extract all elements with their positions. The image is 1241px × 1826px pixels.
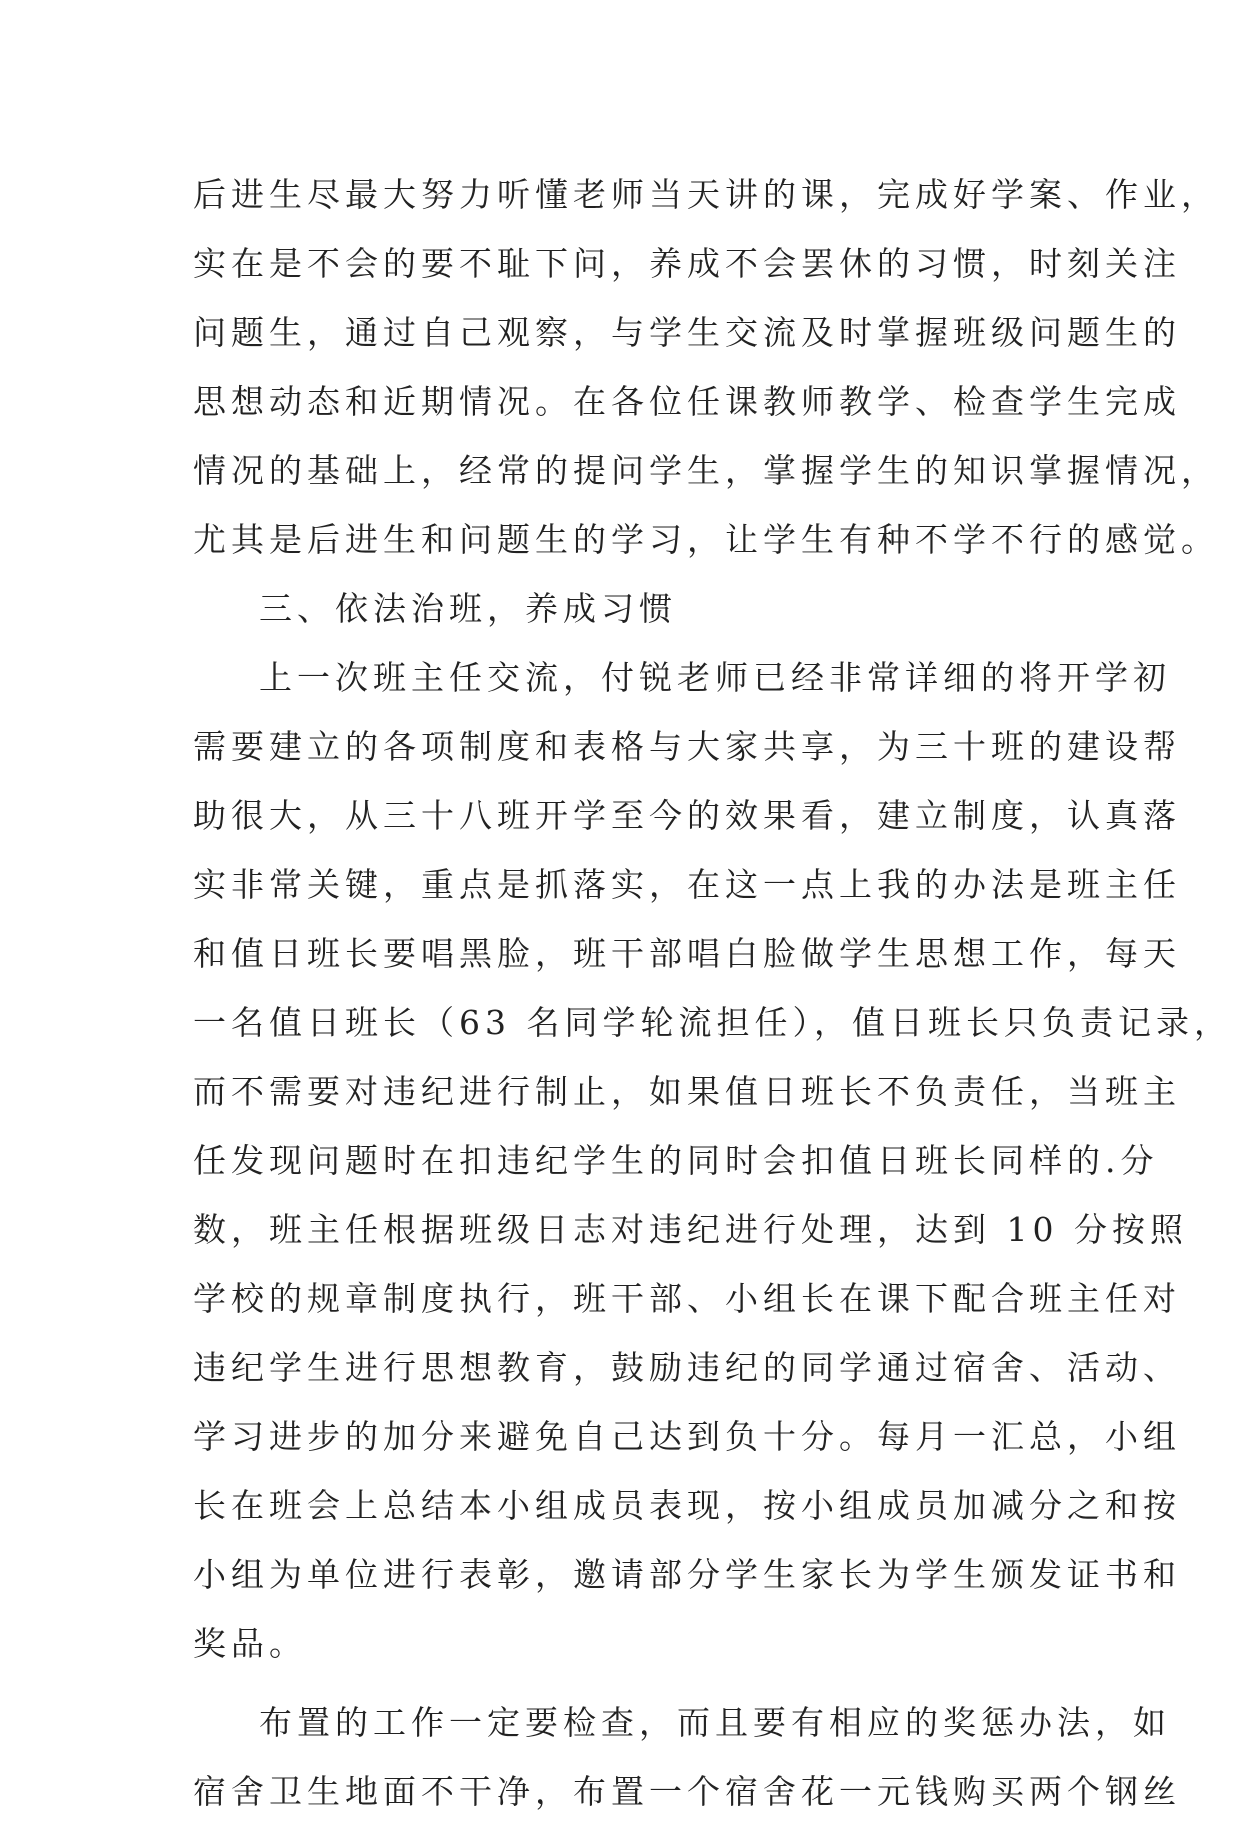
paragraph-line: 问题生，通过自己观察，与学生交流及时掌握班级问题生的 [193,313,1181,352]
paragraph-line: 尤其是后进生和问题生的学习，让学生有种不学不行的感觉。 [193,520,1219,559]
paragraph-line: 后进生尽最大努力听懂老师当天讲的课，完成好学案、作业， [193,175,1219,214]
paragraph-line: 数，班主任根据班级日志对违纪进行处理，达到 10 分按照 [193,1210,1188,1249]
paragraph-line: 情况的基础上，经常的提问学生，掌握学生的知识掌握情况， [193,451,1219,490]
paragraph-line: 实在是不会的要不耻下问，养成不会罢休的习惯，时刻关注 [193,244,1181,283]
paragraph-line: 需要建立的各项制度和表格与大家共享，为三十班的建设帮 [193,727,1181,766]
paragraph-line: 实非常关键，重点是抓落实，在这一点上我的办法是班主任 [193,865,1181,904]
section-heading: 三、依法治班，养成习惯 [259,589,677,628]
paragraph-line: 上一次班主任交流，付锐老师已经非常详细的将开学初 [259,658,1171,697]
paragraph-line: 违纪学生进行思想教育，鼓励违纪的同学通过宿舍、活动、 [193,1348,1181,1387]
paragraph-line: 一名值日班长（63 名同学轮流担任），值日班长只负责记录， [193,1003,1232,1042]
paragraph [193,1688,1181,1826]
paragraph-line: 任发现问题时在扣违纪学生的同时会扣值日班长同样的.分 [193,1141,1159,1180]
paragraph-line: 宿舍卫生地面不干净，布置一个宿舍花一元钱购买两个钢丝 [193,1772,1181,1811]
paragraph-line: 思想动态和近期情况。在各位任课教师教学、检查学生完成 [193,382,1181,421]
document-body [193,160,1232,1826]
paragraph-line: 长在班会上总结本小组成员表现，按小组成员加减分之和按 [193,1486,1181,1525]
paragraph-line: 学习进步的加分来避免自己达到负十分。每月一汇总，小组 [193,1417,1181,1456]
paragraph-line: 和值日班长要唱黑脸，班干部唱白脸做学生思想工作，每天 [193,934,1181,973]
paragraph [193,643,1232,1678]
paragraph-line: 而不需要对违纪进行制止，如果值日班长不负责任，当班主 [193,1072,1181,1111]
paragraph-line: 奖品。 [193,1624,307,1663]
paragraph-line: 小组为单位进行表彰，邀请部分学生家长为学生颁发证书和 [193,1555,1181,1594]
paragraph-line: 布置的工作一定要检查，而且要有相应的奖惩办法，如 [259,1703,1171,1742]
paragraph [193,160,1219,574]
paragraph-line: 助很大，从三十八班开学至今的效果看，建立制度，认真落 [193,796,1181,835]
paragraph-line: 学校的规章制度执行，班干部、小组长在课下配合班主任对 [193,1279,1181,1318]
